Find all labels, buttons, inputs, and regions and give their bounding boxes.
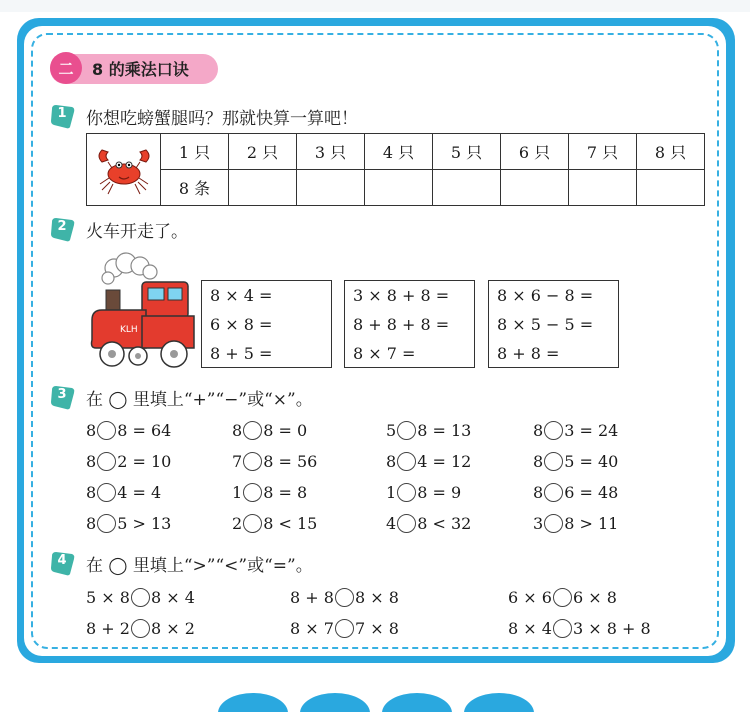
section-title: 8 的乘法口诀 <box>92 60 189 79</box>
expression: 8 × 4 = <box>210 286 273 305</box>
operand: 8 <box>86 452 97 471</box>
answer-circle[interactable] <box>553 619 572 638</box>
answer-circle[interactable] <box>97 421 116 440</box>
operator-problem <box>232 514 317 533</box>
crab-header: 4 只 <box>365 134 433 170</box>
operand: 8 <box>533 483 544 502</box>
expression: 3 × 8 + 8 = <box>353 286 450 305</box>
operand: 8 <box>386 452 397 471</box>
remainder: 4 = 4 <box>117 483 162 502</box>
answer-circle[interactable] <box>243 421 262 440</box>
operand: 8 <box>86 421 97 440</box>
left-expression: 8 + 2 <box>86 619 130 638</box>
train-car-1 <box>201 280 332 368</box>
operand: 1 <box>386 483 397 502</box>
operand: 8 <box>232 421 243 440</box>
operand: 1 <box>232 483 243 502</box>
operand: 3 <box>533 514 544 533</box>
left-expression: 8 × 7 <box>290 619 334 638</box>
crab-header: 1 只 <box>161 134 229 170</box>
question-2-text: 火车开走了。 <box>86 222 188 242</box>
right-expression: 8 × 4 <box>150 588 195 607</box>
operand: 7 <box>232 452 243 471</box>
crab-answer-cell: 8 条 <box>161 170 229 206</box>
crab-icon <box>87 134 161 206</box>
train-car-2 <box>344 280 475 368</box>
answer-circle[interactable] <box>553 588 572 607</box>
operator-problem <box>86 514 171 533</box>
remainder: 8 < 15 <box>263 514 318 533</box>
compare-problem <box>290 588 399 607</box>
crab-header: 2 只 <box>229 134 297 170</box>
compare-problem <box>86 588 195 607</box>
operator-problem <box>232 452 317 471</box>
right-expression: 8 × 2 <box>150 619 195 638</box>
compare-problem <box>290 619 399 638</box>
left-expression: 6 × 6 <box>508 588 552 607</box>
answer-circle[interactable] <box>131 588 150 607</box>
operand: 2 <box>232 514 243 533</box>
remainder: 3 = 24 <box>564 421 619 440</box>
operator-problem <box>86 421 171 440</box>
operand: 8 <box>533 452 544 471</box>
operand: 4 <box>386 514 397 533</box>
left-expression: 8 × 4 <box>508 619 552 638</box>
crab-header: 3 只 <box>297 134 365 170</box>
crab-answer-cell[interactable] <box>569 170 637 206</box>
answer-circle[interactable] <box>335 588 354 607</box>
crab-header: 7 只 <box>569 134 637 170</box>
remainder: 8 = 64 <box>117 421 172 440</box>
expression: 8 + 8 = <box>497 344 560 363</box>
question-4-text: 在 ◯ 里填上“>”“<”或“=”。 <box>86 556 313 576</box>
question-1-badge: 1 <box>50 103 76 129</box>
crab-answer-cell[interactable] <box>365 170 433 206</box>
expression: 8 + 8 + 8 = <box>353 315 450 334</box>
operator-problem <box>386 483 461 502</box>
operator-problem <box>232 483 307 502</box>
operator-problem <box>86 452 171 471</box>
operator-problem <box>533 483 618 502</box>
answer-circle[interactable] <box>243 452 262 471</box>
operand: 8 <box>86 483 97 502</box>
bottom-decor-circle <box>382 693 452 712</box>
compare-problem <box>86 619 195 638</box>
operator-problem <box>86 483 161 502</box>
top-strip <box>0 0 750 12</box>
crab-answer-cell[interactable] <box>433 170 501 206</box>
left-expression: 5 × 8 <box>86 588 130 607</box>
question-3-text: 在 ◯ 里填上“+”“−”或“×”。 <box>86 390 313 410</box>
answer-circle[interactable] <box>397 514 416 533</box>
svg-text:KLH: KLH <box>120 325 138 335</box>
question-2-badge: 2 <box>50 216 76 242</box>
answer-circle[interactable] <box>397 483 416 502</box>
crab-answer-cell[interactable] <box>637 170 705 206</box>
remainder: 6 = 48 <box>564 483 619 502</box>
operator-problem <box>386 421 471 440</box>
operator-problem <box>232 421 307 440</box>
answer-circle[interactable] <box>97 483 116 502</box>
answer-circle[interactable] <box>544 452 563 471</box>
expression: 6 × 8 = <box>210 315 273 334</box>
crab-header: 8 只 <box>637 134 705 170</box>
operand: 8 <box>533 421 544 440</box>
right-expression: 7 × 8 <box>354 619 399 638</box>
answer-circle[interactable] <box>243 483 262 502</box>
remainder: 8 = 8 <box>263 483 308 502</box>
answer-circle[interactable] <box>397 452 416 471</box>
answer-circle[interactable] <box>544 421 563 440</box>
remainder: 5 > 13 <box>117 514 172 533</box>
bottom-decor-circle <box>218 693 288 712</box>
bottom-decor-circle <box>464 693 534 712</box>
crab-answer-cell[interactable] <box>501 170 569 206</box>
remainder: 8 = 0 <box>263 421 308 440</box>
bottom-decor-circle <box>300 693 370 712</box>
right-expression: 6 × 8 <box>572 588 617 607</box>
remainder: 8 = 56 <box>263 452 318 471</box>
left-expression: 8 + 8 <box>290 588 334 607</box>
remainder: 8 = 9 <box>417 483 462 502</box>
operator-problem <box>533 421 618 440</box>
question-1-text: 你想吃螃蟹腿吗？那就快算一算吧！ <box>86 109 358 129</box>
answer-circle[interactable] <box>544 483 563 502</box>
section-number-badge: 二 <box>50 52 82 84</box>
remainder: 4 = 12 <box>417 452 472 471</box>
answer-circle[interactable] <box>544 514 563 533</box>
right-expression: 3 × 8 + 8 <box>572 619 651 638</box>
operand: 5 <box>386 421 397 440</box>
crab-answer-cell[interactable] <box>229 170 297 206</box>
train-car-3 <box>488 280 619 368</box>
question-4-badge: 4 <box>50 550 76 576</box>
answer-circle[interactable] <box>243 514 262 533</box>
crab-table <box>86 133 705 206</box>
remainder: 2 = 10 <box>117 452 172 471</box>
remainder: 5 = 40 <box>564 452 619 471</box>
operator-problem <box>386 514 471 533</box>
expression: 8 × 7 = <box>353 344 416 363</box>
expression: 8 + 5 = <box>210 344 273 363</box>
crab-header: 6 只 <box>501 134 569 170</box>
answer-circle[interactable] <box>335 619 354 638</box>
compare-problem <box>508 588 617 607</box>
operator-problem <box>533 452 618 471</box>
expression: 8 × 5 − 5 = <box>497 315 594 334</box>
remainder: 8 > 11 <box>564 514 619 533</box>
answer-circle[interactable] <box>97 452 116 471</box>
question-3-badge: 3 <box>50 384 76 410</box>
answer-circle[interactable] <box>131 619 150 638</box>
train-icon <box>86 250 198 376</box>
operator-problem <box>386 452 471 471</box>
compare-problem <box>508 619 651 638</box>
answer-circle[interactable] <box>397 421 416 440</box>
operator-problem <box>533 514 618 533</box>
operand: 8 <box>86 514 97 533</box>
remainder: 8 < 32 <box>417 514 472 533</box>
answer-circle[interactable] <box>97 514 116 533</box>
remainder: 8 = 13 <box>417 421 472 440</box>
crab-header: 5 只 <box>433 134 501 170</box>
expression: 8 × 6 − 8 = <box>497 286 594 305</box>
crab-answer-cell[interactable] <box>297 170 365 206</box>
right-expression: 8 × 8 <box>354 588 399 607</box>
